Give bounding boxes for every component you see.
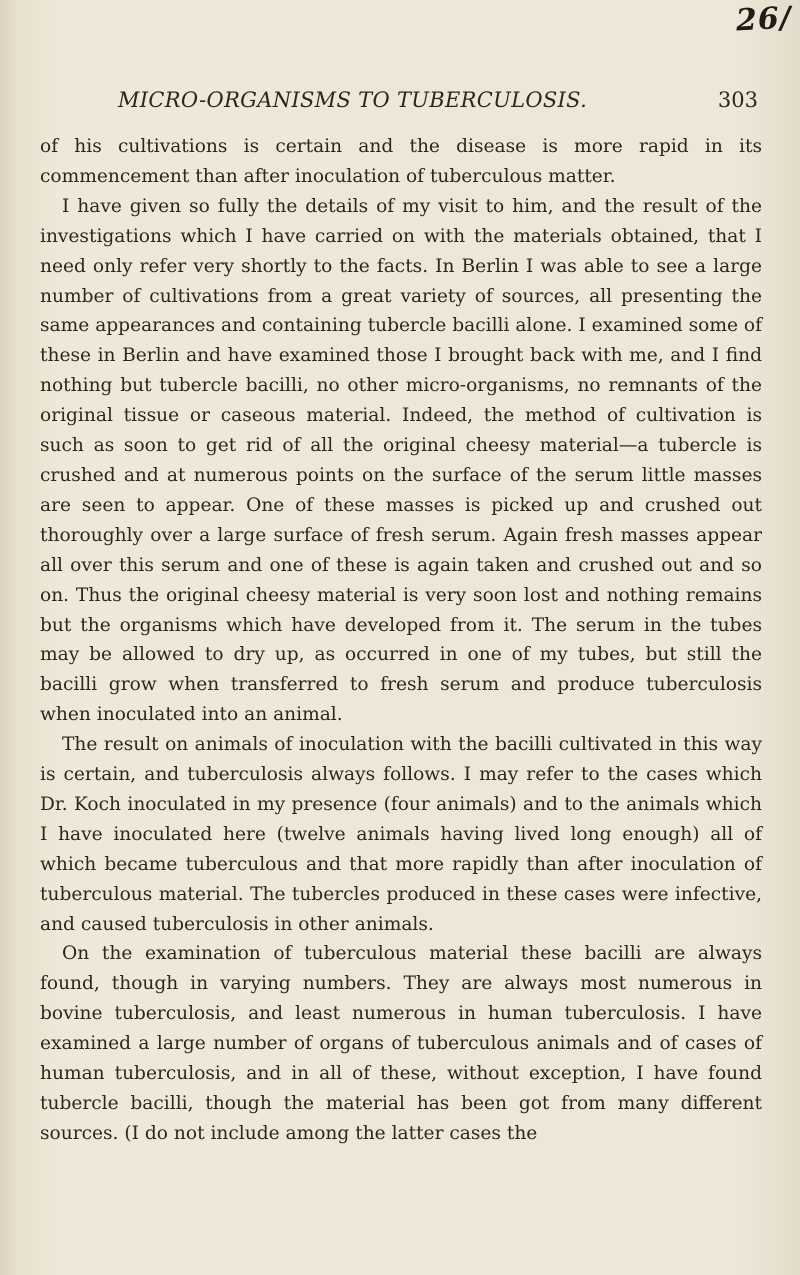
running-head: [118, 88, 758, 124]
page-number: 303: [717, 88, 758, 112]
paragraph-berlin-visit: I have given so fully the details of my visit to him, and the result of the investigations which I have carried on with the materials obtained, that I need only refer very shortly to the facts. In Berlin I was able to see a large number of cultivations from a great variety of sources, all presenting the same appearances and containing tubercle bacilli alone. I examined some of these in Berlin and have examined those I brought back with me, and I find nothing but tubercle bacilli, no other micro-organisms, no remnants of the original tissue or caseous material. Indeed, the method of cultivation is such as soon to get rid of all the original cheesy material—a tubercle is crushed and at numerous points on the surface of the serum little masses are seen to appear. One of these masses is picked up and crushed out thoroughly over a large surface of fresh serum. Again fresh masses appear all over this serum and one of these is again taken and crushed out and so on. Thus the original cheesy material is very soon lost and nothing remains but the organisms which have developed from it. The serum in the tubes may be allowed to dry up, as occurred in one of my tubes, but still the bacilli grow when transferred to fresh serum and produce tuberculosis when inoculated into an animal.: [40, 195, 762, 726]
paragraph-continuation: of his cultivations is certain and the disease is more rapid in its commencement than after inoculation of tuberculous matter.: [40, 136, 762, 187]
running-title: MICRO-ORGANISMS TO TUBERCULOSIS.: [118, 88, 588, 112]
body-text: [40, 132, 762, 1149]
paragraph-inoculation-results: The result on animals of inoculation with the bacilli cultivated in this way is certain, and tuberculosis always follows. I may refer to the cases which Dr. Koch inoculated in my presence (four animals) and to the animals which I have inoculated here (twelve animals having lived long enough) all of which became tuberculous and that more rapidly than after inoculation of tuberculous material. The tubercles produced in these cases were infective, and caused tuberculosis in other animals.: [40, 734, 762, 935]
paragraph-examination: On the examination of tuberculous material these bacilli are always found, though in varying numbers. They are always most numerous in bovine tuberculosis, and least numerous in human tuberculosis. I have examined a large number of organs of tuberculous animals and of cases of human tuberculosis, and in all of these, without exception, I have found tubercle bacilli, though the material has been got from many different sources. (I do not include among the latter cases the: [40, 943, 762, 1144]
handwritten-page-mark: 26/: [735, 0, 793, 39]
